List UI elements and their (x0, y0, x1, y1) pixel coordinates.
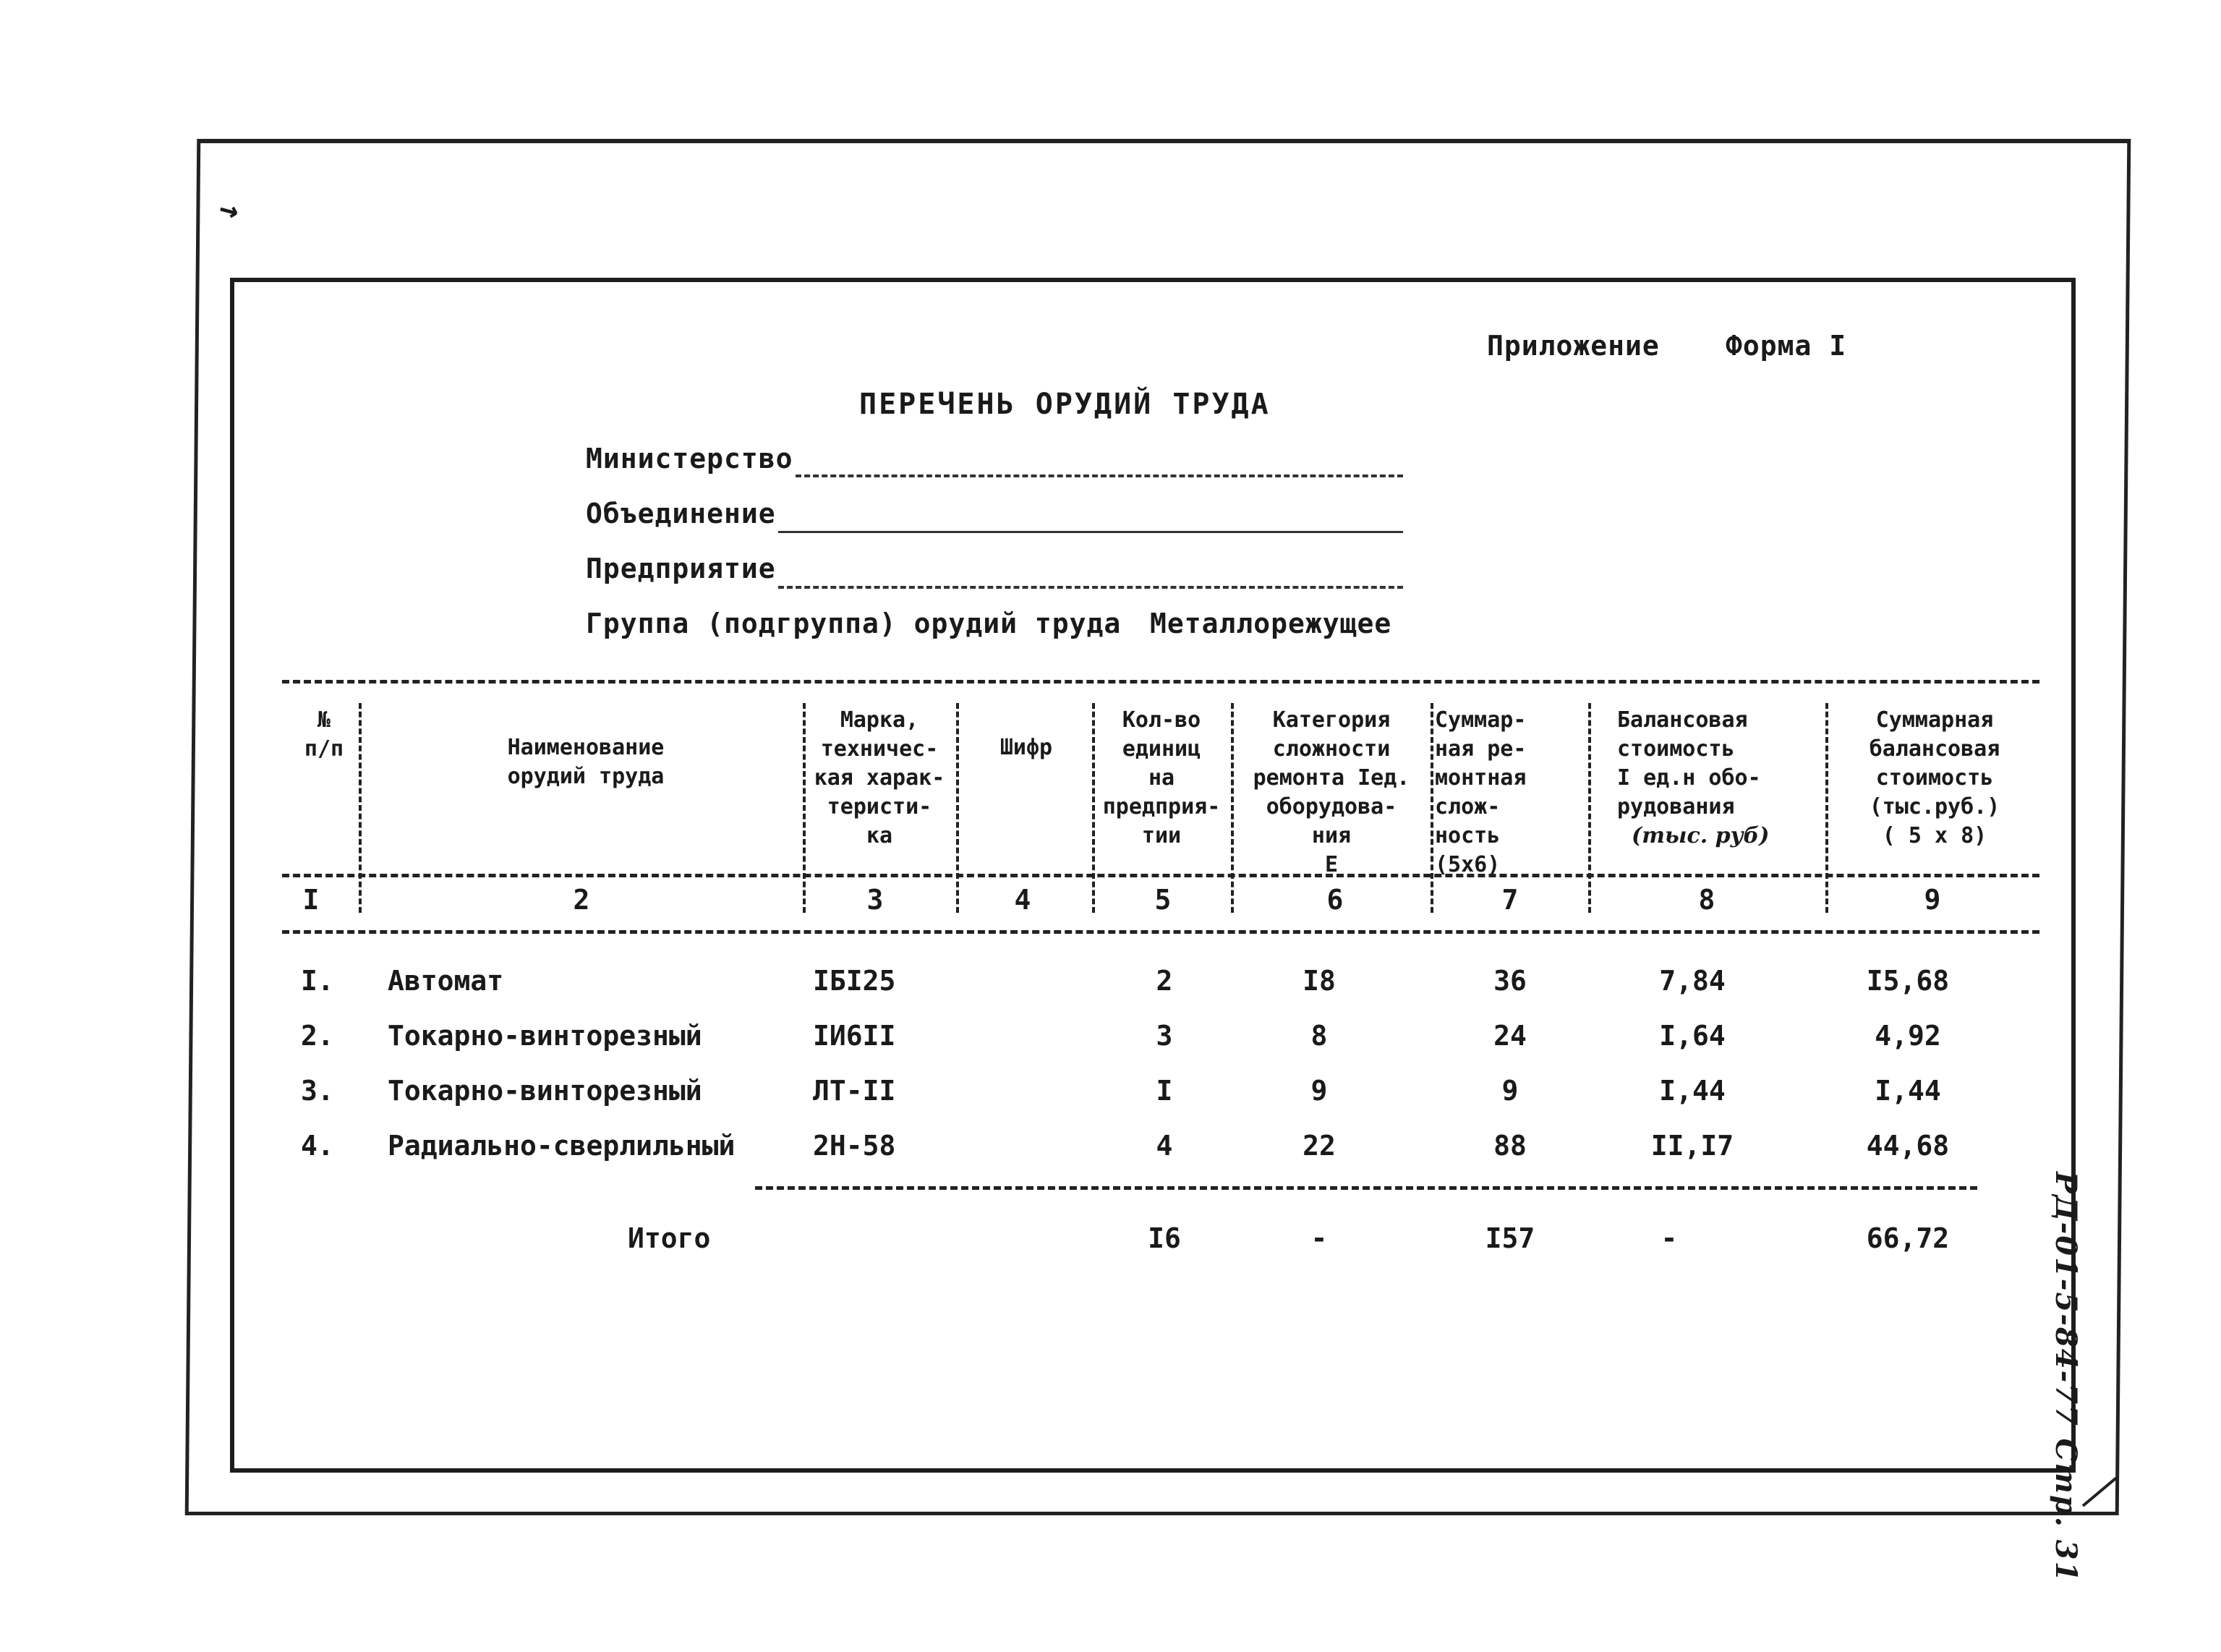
col-sep-1 (359, 703, 362, 913)
row-1-qty: 2 (1156, 965, 1173, 997)
row-3-total-value: I,44 (1875, 1075, 1941, 1107)
numbers-bottom-rule (282, 930, 2039, 934)
page-title: ПЕРЕЧЕНЬ ОРУДИЙ ТРУДА (859, 388, 1271, 421)
row-3-mark: ЛТ-II (813, 1075, 896, 1107)
total-unit-value: - (1661, 1222, 1678, 1254)
row-4-name: Радиально-сверлильный (388, 1130, 736, 1162)
appendix-label: Приложение (1487, 330, 1660, 362)
total-label: Итого (628, 1222, 711, 1254)
side-reference-note: РД-01-5-84-77 Стр. 31 (2049, 1172, 2083, 1583)
col-num-3: 3 (866, 884, 884, 916)
col-head-mark: Марка, техничес- кая харак- теристи- ка (814, 707, 945, 848)
row-2-no: 2. (301, 1020, 334, 1052)
col-num-1: I (302, 884, 320, 916)
col-head-total-complexity: Суммар- ная ре- монтная слож- ность (5х6) (1435, 707, 1527, 877)
total-category: - (1310, 1222, 1328, 1254)
col-head-unit-value: Балансовая стоимость I ед.н обо- рудования (1617, 707, 1761, 819)
row-4-mark: 2Н-58 (813, 1130, 896, 1162)
group-label: Группа (подгруппа) орудий труда (586, 608, 1122, 639)
col-head-unit-value-note (1632, 822, 1820, 851)
row-1-total-value: I5,68 (1866, 965, 1950, 997)
col-num-4: 4 (1014, 884, 1031, 916)
group-value: Металлорежущее (1150, 608, 1392, 639)
row-3-no: 3. (301, 1075, 334, 1107)
row-1-unit-value: 7,84 (1659, 965, 1726, 997)
row-2-category: 8 (1310, 1020, 1328, 1052)
enterprise-label: Предприятие (586, 553, 776, 584)
association-line (778, 531, 1403, 533)
total-value: 66,72 (1866, 1222, 1950, 1254)
row-2-mark: IИ6II (813, 1020, 896, 1052)
row-3-name: Токарно-винторезный (388, 1075, 702, 1107)
row-4-no: 4. (301, 1130, 334, 1162)
col-sep-4 (1092, 703, 1095, 913)
corner-mark: ↘ (209, 187, 244, 229)
col-sep-3 (956, 703, 959, 913)
row-3-qty: I (1156, 1075, 1173, 1107)
ministry-line (796, 474, 1403, 477)
col-num-9: 9 (1924, 884, 1941, 916)
association-label: Объединение (586, 498, 776, 529)
row-4-unit-value: II,I7 (1650, 1130, 1734, 1162)
col-num-5: 5 (1154, 884, 1172, 916)
form-label: Форма I (1726, 330, 1847, 362)
unit-value-note-text: (тыс. руб) (1632, 823, 1770, 848)
row-4-category: 22 (1303, 1130, 1336, 1162)
row-1-mark: IБI25 (813, 965, 896, 997)
row-2-qty: 3 (1156, 1020, 1173, 1052)
col-head-no: № п/п (304, 707, 344, 762)
col-sep-6 (1431, 703, 1433, 913)
row-4-qty: 4 (1156, 1130, 1173, 1162)
total-qty: I6 (1148, 1222, 1181, 1254)
col-sep-2 (803, 703, 806, 913)
header-bottom-rule (282, 874, 2039, 877)
col-head-category: Категория сложности ремонта Iед. оборудова- ния Е (1253, 707, 1410, 877)
row-3-unit-value: I,44 (1659, 1075, 1726, 1107)
col-head-qty: Кол-во единиц на предприя- тии (1102, 707, 1221, 848)
row-3-total-complexity: 9 (1501, 1075, 1519, 1107)
col-head-cipher: Шифр (999, 735, 1053, 760)
col-num-7: 7 (1501, 884, 1519, 916)
col-head-name: Наименование орудий труда (507, 735, 665, 789)
col-sep-7 (1588, 703, 1591, 913)
col-sep-8 (1825, 703, 1828, 913)
row-3-category: 9 (1310, 1075, 1328, 1107)
row-2-total-value: 4,92 (1875, 1020, 1941, 1052)
subtotal-rule (755, 1186, 1977, 1190)
row-1-category: I8 (1303, 965, 1336, 997)
col-num-2: 2 (573, 884, 590, 916)
col-num-8: 8 (1698, 884, 1715, 916)
col-num-6: 6 (1326, 884, 1344, 916)
row-2-total-complexity: 24 (1493, 1020, 1527, 1052)
row-1-total-complexity: 36 (1493, 965, 1527, 997)
row-1-name: Автомат (388, 965, 504, 997)
row-2-unit-value: I,64 (1659, 1020, 1726, 1052)
total-complexity: I57 (1485, 1222, 1535, 1254)
col-head-total-value: Суммарная балансовая стоимость (тыс.руб.) ( 5 х 8) (1869, 707, 2000, 848)
row-4-total-complexity: 88 (1493, 1130, 1527, 1162)
row-1-no: I. (301, 965, 334, 997)
row-4-total-value: 44,68 (1866, 1130, 1950, 1162)
table-top-rule (282, 680, 2039, 684)
ministry-label: Министерство (586, 443, 793, 474)
row-2-name: Токарно-винторезный (388, 1020, 702, 1052)
enterprise-line (778, 586, 1403, 589)
